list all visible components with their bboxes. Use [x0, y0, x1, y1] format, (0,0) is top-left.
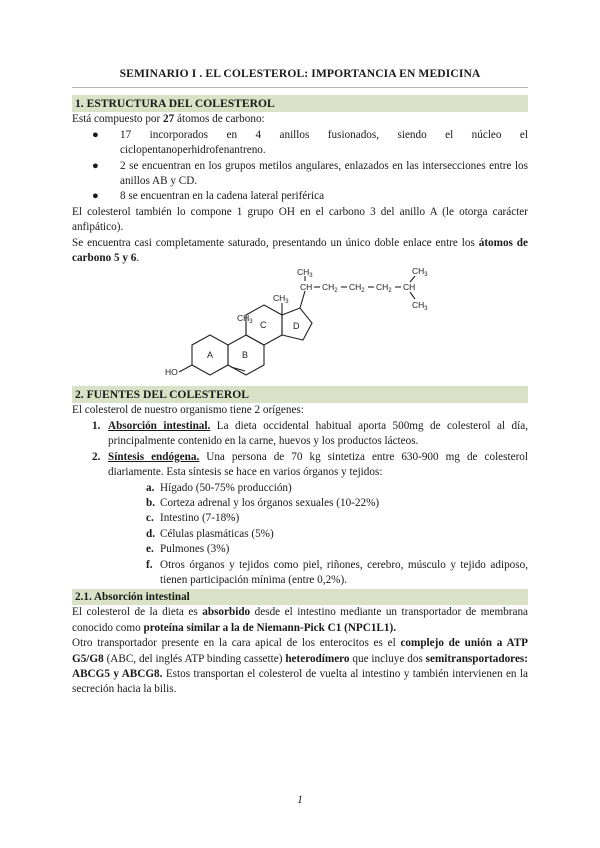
s1-paragraph-double-bond — [72, 236, 528, 267]
list-marker: b. — [146, 496, 156, 509]
list-item — [146, 481, 528, 496]
list-item — [92, 419, 528, 450]
bullet-icon: ● — [92, 128, 99, 141]
s21-paragraph-1 — [72, 605, 528, 636]
organs-list — [108, 481, 528, 589]
ch3-text: CH — [273, 293, 286, 304]
list-item — [146, 558, 528, 589]
s1-intro-num: 27 — [163, 113, 175, 126]
ch-label: CH — [300, 282, 313, 293]
ch2-label — [376, 282, 392, 294]
subsection-heading-absorcion: 2.1. Absorción intestinal — [72, 589, 528, 605]
source-text: Una persona de 70 kg sintetiza entre 630-900 mg de colesterol diariamente. Esta síntesis se hace en varios órganos y tejidos: — [108, 450, 528, 479]
list-item — [146, 496, 528, 511]
s1-p3-pre: Se encuentra casi completamente saturado, presentando un único doble enlace entre los — [72, 236, 479, 249]
ch2-sub: 2 — [388, 288, 392, 295]
bullet-text: 17 incorporados en 4 anillos fusionados, siendo el núcleo el ciclopentanoperhidrofenantreno. — [120, 128, 528, 157]
bullet-icon: ● — [92, 159, 99, 172]
organ-text: Células plasmáticas (5%) — [160, 527, 274, 540]
list-item — [92, 159, 528, 190]
bold-run: proteína similar a la de Niemann-Pick C1 (NPC1L1). — [143, 621, 397, 634]
methyl-cd-label — [273, 293, 289, 305]
organ-text: Otros órganos y tejidos como piel, riñones, cerebro, músculo y tejido adiposo, tienen participación mínima (entre 0,2%). — [160, 558, 528, 586]
ch2-sub: 2 — [334, 288, 338, 295]
text-run: Otro transportador presente en la cara apical de los enterocitos es el — [72, 637, 401, 650]
title-divider — [72, 87, 528, 88]
ch2-label — [322, 282, 338, 294]
text-run: que incluye dos — [349, 652, 426, 665]
side-chain-bond — [300, 291, 305, 308]
ring-b-label: B — [242, 350, 249, 361]
list-item — [92, 189, 528, 204]
ch3-sub: 3 — [249, 319, 253, 326]
section-heading-fuentes: 2. FUENTES DEL COLESTEROL — [72, 386, 528, 403]
bold-run: heterodímero — [285, 652, 350, 665]
ch3-text: CH — [412, 300, 425, 311]
page-number: 1 — [297, 794, 303, 806]
organ-text: Pulmones (3%) — [160, 543, 230, 556]
organ-text: Intestino (7-18%) — [160, 512, 240, 525]
source-title: Absorción intestinal. — [108, 419, 211, 432]
organ-text: Corteza adrenal y los órganos sexuales (10-22%) — [160, 496, 380, 509]
ch2-text: CH — [322, 282, 335, 293]
list-item — [146, 511, 528, 526]
s1-p3-bold: átomos de carbono 5 y 6 — [72, 236, 528, 265]
ch3-sub: 3 — [309, 273, 313, 280]
ring-a-label: A — [207, 350, 214, 361]
sources-list — [72, 419, 528, 588]
ring-c-label: C — [260, 320, 267, 331]
ch3-sub: 3 — [424, 306, 428, 313]
text-run: (ABC, del inglés ATP binding cassette) — [103, 652, 286, 665]
s1-p3-post: . — [136, 252, 140, 265]
ho-bond — [179, 365, 192, 372]
document-title: SEMINARIO I . EL COLESTEROL: IMPORTANCIA EN MEDICINA — [119, 67, 481, 80]
list-item — [92, 128, 528, 159]
bullet-text: 8 se encuentran en la cadena lateral periférica — [120, 190, 325, 203]
cholesterol-structure-figure — [72, 268, 528, 378]
bold-run: absorbido — [202, 606, 251, 619]
page-content — [72, 66, 528, 698]
source-title: Síntesis endógena. — [108, 450, 200, 463]
section-heading-estructura: 1. ESTRUCTURA DEL COLESTEROL — [72, 95, 528, 112]
bold-run: semitransportadores: ABCG5 y ABCG8. — [72, 652, 528, 680]
organ-text: Hígado (50-75% producción) — [160, 481, 292, 494]
list-marker: 2. — [92, 450, 101, 463]
list-marker: 1. — [92, 419, 101, 432]
s1-intro-post: átomos de carbono: — [174, 113, 265, 126]
s1-paragraph-oh: El colesterol también lo compone 1 grupo OH en el carbono 3 del anillo A (le otorga carácter anfipático). — [72, 205, 528, 234]
ch2-text: CH — [349, 282, 362, 293]
list-item — [92, 450, 528, 589]
s1-intro — [72, 112, 528, 127]
bullet-icon: ● — [92, 190, 99, 203]
ch2-label — [349, 282, 365, 294]
carbon-bullet-list — [72, 128, 528, 205]
list-item — [146, 542, 528, 557]
ch3-text: CH — [237, 313, 250, 324]
ch3-text: CH — [412, 268, 425, 277]
list-marker: c. — [146, 512, 154, 525]
ch3-sub: 3 — [285, 299, 289, 306]
s1-intro-pre: Está compuesto por — [72, 113, 164, 126]
text-run: Estos transportan el colesterol de vuelta al intestino y también intervienen en la secreción hacia la bilis. — [72, 667, 528, 696]
list-marker: f. — [146, 558, 153, 571]
terminal-methyl-bond-down — [410, 292, 415, 299]
list-marker: d. — [146, 527, 156, 540]
terminal-methyl-label-down — [412, 300, 428, 312]
list-marker: a. — [146, 481, 155, 494]
methyl-ab-label — [237, 313, 253, 325]
list-marker: e. — [146, 543, 154, 556]
ring-d-label: D — [293, 321, 300, 332]
text-run: desde el intestino mediante un transportador de membrana conocido como — [72, 606, 528, 634]
ho-label: HO — [165, 367, 178, 378]
ch3-sub: 3 — [424, 272, 428, 279]
ch-label: CH — [403, 282, 416, 293]
bullet-text: 2 se encuentran en los grupos metilos angulares, enlazados en las intersecciones entre los anillos AB y CD. — [120, 159, 528, 188]
source-text: La dieta occidental habitual aporta 500mg de colesterol al día, principalmente contenido en la carne, huevos y los productos lácteos. — [108, 419, 528, 448]
list-item — [146, 527, 528, 542]
ch2-text: CH — [376, 282, 389, 293]
ch3-text: CH — [297, 268, 310, 278]
ch2-sub: 2 — [361, 288, 365, 295]
diagram-labels — [165, 268, 428, 377]
s21-paragraph-2 — [72, 636, 528, 698]
text-run: El colesterol de la dieta es — [72, 606, 203, 619]
s2-intro: El colesterol de nuestro organismo tiene 2 orígenes: — [72, 404, 304, 417]
cholesterol-molecule-diagram — [107, 268, 447, 378]
bold-run: complejo de unión a ATP G5/G8 — [72, 637, 528, 665]
